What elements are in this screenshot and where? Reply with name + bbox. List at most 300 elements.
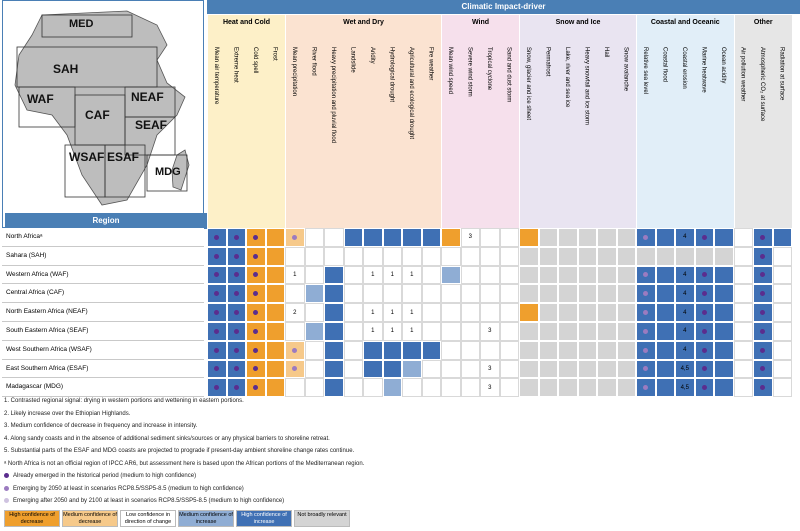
footnote: 4. Along sandy coasts and in the absence of additional sediment sinks/sources or any physical barriers to shoreline retreat.: [4, 435, 330, 442]
map-label-mdg: MDG: [155, 166, 181, 178]
heatmap-cell: [519, 247, 539, 266]
column-label: Relative sea level: [642, 47, 648, 95]
heatmap-cell: [363, 303, 383, 322]
heatmap-cell: [344, 378, 364, 397]
heatmap-cell: [734, 378, 754, 397]
heatmap-cell: [383, 360, 403, 379]
map-label-neaf: NEAF: [131, 90, 164, 104]
legend-swatch: Not broadly relevant: [294, 510, 350, 527]
heatmap-cell: [402, 247, 422, 266]
heatmap-cell: [324, 303, 344, 322]
row-label: Sahara (SAH): [2, 247, 204, 266]
emergence-dot: [253, 366, 258, 371]
emergence-dot: [760, 254, 765, 259]
heatmap-cell: [578, 266, 598, 285]
heatmap-cell: [714, 266, 734, 285]
emergence-dot: [643, 366, 648, 371]
heatmap-cell: [285, 322, 305, 341]
heatmap-cell: [558, 303, 578, 322]
emergence-dot: [214, 310, 219, 315]
emergence-dot: [234, 366, 239, 371]
heatmap-cell: [734, 284, 754, 303]
group-label: Wind: [471, 19, 490, 26]
heatmap-cell: [363, 322, 383, 341]
footnote-marker: 4,5: [680, 384, 689, 391]
heatmap-cell: [695, 303, 715, 322]
heatmap-cell: [461, 228, 481, 247]
heatmap-cell: [753, 322, 773, 341]
heatmap-cell: [714, 284, 734, 303]
emergence-dot: [234, 254, 239, 259]
heatmap-cell: [305, 247, 325, 266]
emergence-dot: [702, 272, 707, 277]
heatmap-cell: [500, 266, 520, 285]
heatmap-cell: [500, 303, 520, 322]
footnote: 1. Contrasted regional signal: drying in western portions and wettening in eastern portions.: [4, 398, 244, 404]
footnote-marker: 4: [683, 234, 687, 241]
emergence-dot: [702, 385, 707, 390]
heatmap-cell: [500, 378, 520, 397]
heatmap-cell: [773, 228, 793, 247]
heatmap-cell: [344, 360, 364, 379]
map-label-caf: CAF: [85, 108, 110, 122]
heatmap-cell: [344, 303, 364, 322]
footnote-marker: 1: [371, 328, 375, 335]
heatmap-cell: [227, 378, 247, 397]
heatmap-cell: [363, 228, 383, 247]
heatmap-cell: [773, 284, 793, 303]
emergence-dot: [234, 272, 239, 277]
heatmap-cell: [578, 360, 598, 379]
heatmap-cell: [695, 266, 715, 285]
dot-legend-text: Already emerged in the historical period (medium to high confidence): [13, 473, 197, 480]
heatmap-cell: [441, 247, 461, 266]
group-header-4: [636, 15, 734, 228]
heatmap-cell: [617, 341, 637, 360]
heatmap-cell: [324, 360, 344, 379]
emergence-dot: [760, 385, 765, 390]
heatmap-cell: [324, 322, 344, 341]
heatmap-cell: [734, 247, 754, 266]
heatmap-cell: [266, 266, 286, 285]
heatmap-cell: [305, 378, 325, 397]
region-column-header: Region: [5, 213, 207, 229]
column-label: River flood: [310, 47, 317, 76]
heatmap-cell: [207, 284, 227, 303]
heatmap-cell: [344, 247, 364, 266]
emergence-dot: [643, 291, 648, 296]
heatmap-cell: [363, 284, 383, 303]
row-label: Madagascar (MDG): [2, 378, 204, 397]
heatmap-cell: [344, 284, 364, 303]
heatmap-cell: [207, 360, 227, 379]
heatmap-cell: [539, 378, 559, 397]
heatmap-cell: [227, 322, 247, 341]
heatmap-cell: [480, 284, 500, 303]
heatmap-cell: [266, 303, 286, 322]
column-label: Heavy precipitation and pluvial flood: [330, 47, 336, 144]
heatmap-cell: [636, 341, 656, 360]
heatmap-cell: [285, 266, 305, 285]
heatmap-cell: [266, 378, 286, 397]
heatmap-cell: [246, 284, 266, 303]
heatmap-cell: [695, 322, 715, 341]
emergence-dot: [760, 348, 765, 353]
heatmap-cell: [227, 247, 247, 266]
heatmap-cell: [539, 284, 559, 303]
heatmap-cell: [695, 228, 715, 247]
emergence-dot: [214, 348, 219, 353]
chart-title: Climatic Impact-driver: [207, 0, 800, 14]
heatmap-cell: [441, 378, 461, 397]
legend-swatch: High confidence of decrease: [4, 510, 60, 527]
emergence-dot: [214, 366, 219, 371]
column-label: Coastal flood: [661, 47, 668, 83]
heatmap-cell: [324, 266, 344, 285]
emergence-dot: [760, 235, 765, 240]
emergence-dot: [214, 254, 219, 259]
heatmap-cell: [422, 360, 442, 379]
heatmap-cell: [461, 378, 481, 397]
heatmap-cell: [597, 247, 617, 266]
heatmap-cell: [636, 303, 656, 322]
column-label: Severe wind storm: [466, 47, 473, 97]
emergence-dot: [253, 291, 258, 296]
column-label: Mean wind speed: [447, 47, 453, 95]
group-header-2: [441, 15, 519, 228]
column-label: Fire weather: [427, 47, 434, 81]
heatmap-cell: [773, 378, 793, 397]
emergence-dot: [702, 329, 707, 334]
footnote-marker: 1: [410, 271, 414, 278]
emergence-dot: [643, 272, 648, 277]
heatmap-cell: [383, 303, 403, 322]
heatmap-cell: [656, 266, 676, 285]
heatmap-cell: [422, 341, 442, 360]
emergence-dot: [234, 329, 239, 334]
heatmap-cell: [753, 284, 773, 303]
heatmap-cell: [675, 247, 695, 266]
heatmap-cell: [578, 341, 598, 360]
heatmap-cell: [305, 284, 325, 303]
heatmap-cell: [597, 303, 617, 322]
heatmap-cell: [246, 322, 266, 341]
heatmap-cell: [597, 284, 617, 303]
heatmap-cell: [422, 378, 442, 397]
heatmap-cell: [773, 322, 793, 341]
emergence-dot: [253, 385, 258, 390]
heatmap-cell: [422, 228, 442, 247]
emergence-dot: [643, 348, 648, 353]
emergence-dot: [214, 385, 219, 390]
column-label: Snow, glacier and ice sheet: [525, 47, 531, 121]
heatmap-cell: [344, 322, 364, 341]
heatmap-cell: [539, 266, 559, 285]
heatmap-cell: [207, 228, 227, 247]
heatmap-cell: [695, 378, 715, 397]
heatmap-cell: [578, 303, 598, 322]
column-label: Sand and dust storm: [505, 47, 512, 103]
heatmap-cell: [753, 378, 773, 397]
heatmap-cell: [597, 228, 617, 247]
heatmap-cell: [246, 341, 266, 360]
map-label-wsaf: WSAF: [69, 150, 105, 164]
heatmap-cell: [519, 266, 539, 285]
emergence-dot: [643, 235, 648, 240]
heatmap-cell: [363, 341, 383, 360]
heatmap-cell: [324, 341, 344, 360]
heatmap-cell: [714, 341, 734, 360]
heatmap-cell: [519, 228, 539, 247]
heatmap-cell: [558, 322, 578, 341]
footnote: ᵃ North Africa is not an official region of IPCC AR6, but assessment here is based upon the African portions of the Mediterranean region.: [4, 460, 365, 467]
heatmap-cell: [558, 228, 578, 247]
heatmap-cell: [441, 322, 461, 341]
emergence-dot: [253, 348, 258, 353]
heatmap-cell: [578, 247, 598, 266]
heatmap-cell: [422, 247, 442, 266]
heatmap-cell: [656, 341, 676, 360]
heatmap-cell: [305, 266, 325, 285]
heatmap-cell: [207, 341, 227, 360]
heatmap-cell: [383, 266, 403, 285]
heatmap-cell: [402, 303, 422, 322]
heatmap-cell: [500, 247, 520, 266]
heatmap-cell: [363, 360, 383, 379]
heatmap-cell: [656, 322, 676, 341]
heatmap-cell: [558, 378, 578, 397]
heatmap-cell: [266, 341, 286, 360]
emergence-dot: [253, 272, 258, 277]
heatmap-cell: [441, 360, 461, 379]
column-label: Mean precipitation: [291, 47, 297, 97]
heatmap-cell: [285, 303, 305, 322]
emergence-dot: [214, 291, 219, 296]
heatmap-cell: [227, 284, 247, 303]
heatmap-cell: [714, 378, 734, 397]
dot-legend-text: Emerging by 2050 at least in scenarios RCP8.5/SSP5-8.5 (medium to high confidence): [13, 485, 244, 492]
heatmap-cell: [461, 284, 481, 303]
column-label: Agricultural and ecological drought: [408, 47, 414, 140]
column-label: Hydrological drought: [388, 47, 395, 103]
legend-swatch: Medium confidence of increase: [179, 512, 233, 525]
heatmap-cell: [227, 228, 247, 247]
emergence-dot: [234, 310, 239, 315]
emergence-dot: [702, 310, 707, 315]
group-label: Other: [753, 19, 773, 26]
heatmap-cell: [266, 284, 286, 303]
emergence-dot: [292, 348, 297, 353]
heatmap-cell: [597, 360, 617, 379]
column-label: Cold spell: [252, 47, 258, 74]
heatmap-cell: [578, 322, 598, 341]
heatmap-cell: [656, 303, 676, 322]
heatmap-cell: [383, 228, 403, 247]
heatmap-cell: [753, 341, 773, 360]
heatmap-cell: [363, 247, 383, 266]
heatmap-cell: [675, 378, 695, 397]
emergence-dot: [214, 235, 219, 240]
heatmap-cell: [519, 360, 539, 379]
region-map: [2, 0, 204, 228]
heatmap-cell: [422, 266, 442, 285]
map-label-med: MED: [69, 18, 94, 30]
column-label: Aridity: [369, 47, 375, 64]
heatmap-cell: [441, 266, 461, 285]
heatmap-cell: [656, 247, 676, 266]
heatmap-cell: [285, 284, 305, 303]
footnote-marker: 2: [293, 309, 297, 316]
column-label: Extreme heat: [232, 47, 239, 83]
africa-map: [7, 5, 201, 209]
heatmap-cell: [539, 322, 559, 341]
heatmap-cell: [324, 284, 344, 303]
emergence-dot: [214, 272, 219, 277]
heatmap-cell: [597, 378, 617, 397]
emergence-dot: [234, 235, 239, 240]
heatmap-cell: [539, 247, 559, 266]
heatmap-cell: [539, 360, 559, 379]
heatmap-cell: [734, 228, 754, 247]
column-label: Frost: [271, 47, 278, 61]
heatmap-cell: [480, 266, 500, 285]
heatmap-cell: [441, 284, 461, 303]
heatmap-cell: [519, 378, 539, 397]
heatmap-cell: [753, 228, 773, 247]
heatmap-cell: [597, 266, 617, 285]
emergence-dot: [214, 329, 219, 334]
group-label: Wet and Dry: [343, 19, 384, 26]
dot-legend-item: [4, 473, 196, 479]
heatmap-cell: [402, 284, 422, 303]
footnote-marker: 3: [488, 384, 492, 391]
emergence-dot: [702, 366, 707, 371]
heatmap-cell: [305, 341, 325, 360]
map-label-esaf: ESAF: [107, 150, 140, 164]
column-label: Heavy snowfall and ice storm: [583, 47, 590, 126]
heatmap-cell: [500, 322, 520, 341]
footnote-marker: 1: [410, 328, 414, 335]
heatmap-cell: [285, 341, 305, 360]
heatmap-cell: [480, 322, 500, 341]
dot-legend-text: Emerging after 2050 and by 2100 at least in scenarios RCP8.5/SSP5-8.5 (medium to high confidence): [13, 498, 285, 505]
group-label: Coastal and Oceanic: [650, 19, 720, 26]
heatmap-cell: [636, 228, 656, 247]
heatmap-cell: [617, 322, 637, 341]
heatmap-cell: [324, 247, 344, 266]
heatmap-cell: [305, 360, 325, 379]
map-label-sah: SAH: [53, 62, 79, 76]
heatmap-cell: [539, 341, 559, 360]
heatmap-cell: [636, 360, 656, 379]
emergence-dot: [292, 366, 297, 371]
footnote-marker: 1: [390, 328, 394, 335]
heatmap-cell: [207, 378, 227, 397]
footnote-marker: 3: [468, 234, 472, 241]
heatmap-cell: [363, 378, 383, 397]
heatmap-cell: [305, 322, 325, 341]
heatmap-cell: [227, 341, 247, 360]
heatmap-cell: [675, 322, 695, 341]
heatmap-cell: [480, 303, 500, 322]
footnote-marker: 4,5: [680, 365, 689, 372]
row-label: Central Africa (CAF): [2, 284, 204, 303]
heatmap-cell: [285, 378, 305, 397]
heatmap-cell: [402, 228, 422, 247]
heatmap-cell: [344, 341, 364, 360]
heatmap-cell: [636, 322, 656, 341]
emergence-dot: [760, 310, 765, 315]
heatmap-cell: [773, 247, 793, 266]
heatmap-cell: [617, 303, 637, 322]
heatmap-cell: [656, 378, 676, 397]
column-label: Ocean acidity: [720, 47, 726, 84]
emergence-dot: [253, 235, 258, 240]
heatmap-cell: [675, 360, 695, 379]
heatmap-cell: [461, 266, 481, 285]
heatmap-cell: [617, 378, 637, 397]
heatmap-cell: [558, 247, 578, 266]
emergence-dot: [253, 329, 258, 334]
column-label: Coastal erosion: [681, 47, 687, 89]
heatmap-cell: [344, 266, 364, 285]
heatmap-cell: [773, 341, 793, 360]
emergence-dot: [643, 329, 648, 334]
column-label: Hail: [603, 47, 609, 58]
dot-swatch: [4, 498, 9, 503]
emergence-dot: [234, 348, 239, 353]
heatmap-cell: [500, 360, 520, 379]
heatmap-cell: [617, 284, 637, 303]
emergence-dot: [760, 329, 765, 334]
heatmap-cell: [597, 322, 617, 341]
column-label: Air pollution weather: [739, 47, 746, 102]
heatmap-cell: [441, 341, 461, 360]
heatmap-cell: [734, 322, 754, 341]
heatmap-cell: [558, 266, 578, 285]
footnote-marker: 4: [683, 309, 687, 316]
heatmap-cell: [753, 360, 773, 379]
footnote: 3. Medium confidence of decrease in frequency and increase in intensity.: [4, 423, 198, 429]
legend-swatch: High confidence of increase: [236, 510, 292, 527]
heatmap-cell: [519, 284, 539, 303]
column-label: Atmospheric CO₂ at surface: [759, 47, 765, 122]
heatmap-cell: [246, 228, 266, 247]
column-label: Permafrost: [544, 47, 551, 77]
heatmap-cell: [383, 322, 403, 341]
heatmap-cell: [734, 341, 754, 360]
column-label: Snow avalanche: [622, 47, 629, 92]
footnote-marker: 3: [488, 365, 492, 372]
heatmap-cell: [227, 303, 247, 322]
emergence-dot: [643, 310, 648, 315]
dot-legend-item: [4, 486, 244, 492]
column-label: Mean air temperature: [213, 47, 219, 105]
dot-legend-item: [4, 498, 284, 504]
heatmap-cell: [422, 284, 442, 303]
heatmap-cell: [227, 360, 247, 379]
footnote-marker: 1: [293, 271, 297, 278]
emergence-dot: [234, 385, 239, 390]
heatmap-cell: [753, 266, 773, 285]
heatmap-cell: [675, 266, 695, 285]
heatmap-cell: [207, 303, 227, 322]
footnote-marker: 1: [371, 271, 375, 278]
heatmap-cell: [305, 303, 325, 322]
footnote: 2. Likely increase over the Ethiopian Highlands.: [4, 410, 131, 417]
heatmap-cell: [675, 341, 695, 360]
heatmap-cell: [714, 360, 734, 379]
